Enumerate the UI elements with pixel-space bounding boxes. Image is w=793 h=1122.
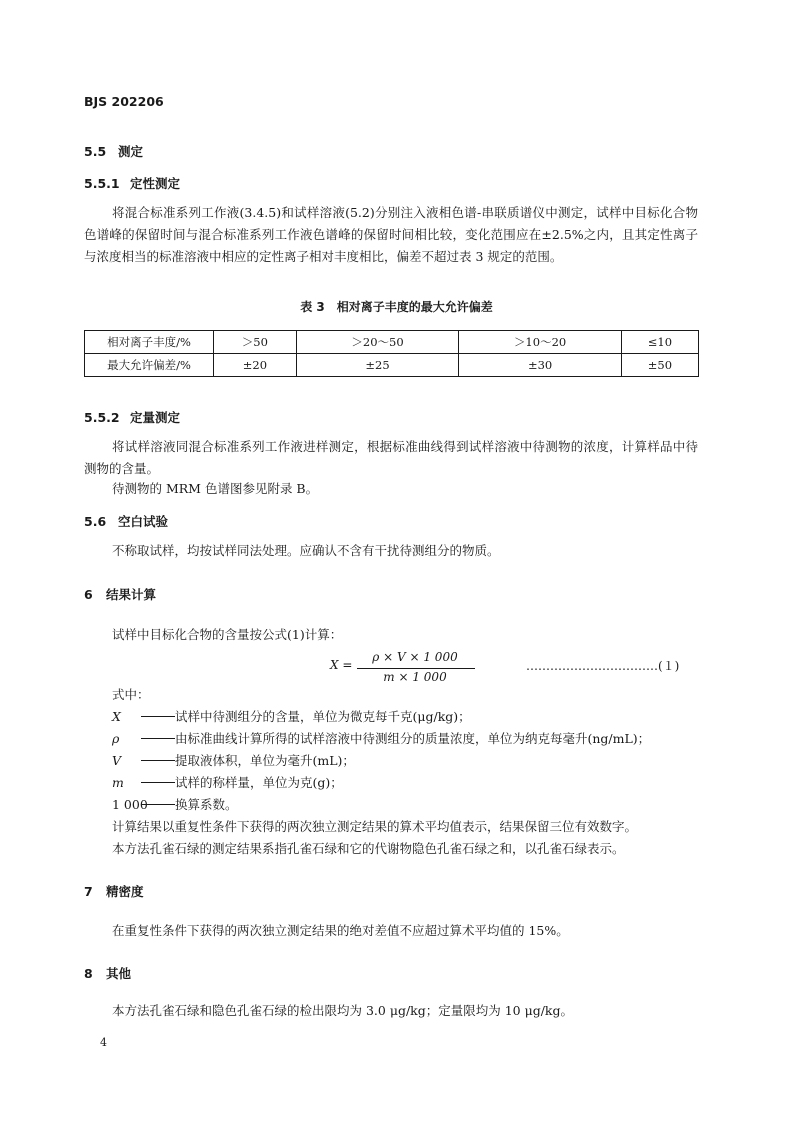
section-number: 5.5.2 [84,410,120,425]
qualitative-paragraph: 将混合标准系列工作液(3.4.5)和试样溶液(5.2)分别注入液相色谱-串联质谱仪中测定，试样中目标化合物色谱峰的保留时间与混合标准系列工作液色谱峰的保留时间相比较，变化范围应在±2.5%之内，且其定性离子与浓度相当的标准溶液中相应的定性离子相对丰度相比，偏差不超过表 3 规定的范围。 [84,205,698,264]
formula-denominator: m × 1 000 [383,670,447,684]
section-title: 结果计算 [106,587,157,602]
variable-description: 试样中待测组分的含量，单位为微克每千克(μg/kg)； [175,709,471,724]
result-note-2: 本方法孔雀石绿的测定结果系指孔雀石绿和它的代谢物隐色孔雀石绿之和，以孔雀石绿表示。 [112,841,625,856]
table-cell: ±30 [459,354,622,377]
variable-description: 由标准曲线计算所得的试样溶液中待测组分的质量浓度，单位为纳克每毫升(ng/mL)； [175,731,651,746]
variable-symbol: X [112,709,121,724]
section-number: 8 [84,966,93,981]
section-number: 6 [84,587,93,602]
variable-definition [112,772,343,794]
other-paragraph: 本方法孔雀石绿和隐色孔雀石绿的检出限均为 3.0 μg/kg；定量限均为 10 μg/kg。 [112,1003,574,1018]
section-5-6-heading [84,512,168,530]
section-number: 5.5 [84,144,107,159]
page-number: 4 [100,1036,107,1049]
formula-intro: 试样中目标化合物的含量按公式(1)计算： [112,627,343,642]
formula-number: ……………………………(１) [526,659,680,673]
section-title: 定量测定 [130,410,181,425]
table-cell: ±25 [296,354,459,377]
section-7-heading [84,882,144,900]
quantitative-paragraph: 将试样溶液同混合标准系列工作液进样测定，根据标准曲线得到试样溶液中待测物的浓度，计算样品中待测物的含量。 [84,439,698,476]
section-title: 其他 [106,966,132,981]
section-title: 测定 [118,144,144,159]
variable-symbol: V [112,753,122,768]
table-cell: ＞50 [214,331,297,354]
formula-numerator: ρ × V × 1 000 [372,650,458,664]
variable-symbol: 1 000 [112,797,148,812]
table-3-caption: 表 3 相对离子丰度的最大允许偏差 [300,300,493,314]
table-cell: ≤10 [621,331,698,354]
variable-symbol: m [112,775,124,790]
table-cell: 最大允许偏差/% [85,354,214,377]
where-label: 式中： [112,687,150,702]
variable-description: 试样的称样量，单位为克(g)； [175,775,343,790]
section-title: 空白试验 [118,514,169,529]
table-cell: 相对离子丰度/% [85,331,214,354]
section-number: 7 [84,884,93,899]
table-3 [84,330,699,377]
formula-lhs: X = [330,658,353,672]
table-row [85,331,699,354]
variable-definition [112,750,355,772]
section-title: 定性测定 [130,176,181,191]
dash [141,760,175,761]
section-number: 5.5.1 [84,176,120,191]
variable-definition [112,728,650,750]
section-8-heading [84,964,131,982]
section-5-5-1-heading [84,174,180,192]
section-5-5-2-heading [84,408,180,426]
dash [141,782,175,783]
section-5-5-heading [84,142,143,160]
blank-test-paragraph: 不称取试样，均按试样同法处理。应确认不含有干扰待测组分的物质。 [112,543,500,558]
mrm-reference: 待测物的 MRM 色谱图参见附录 B。 [112,481,319,496]
section-title: 精密度 [106,884,144,899]
dash [141,716,175,717]
dash [141,738,175,739]
table-cell: ＞10～20 [459,331,622,354]
precision-paragraph: 在重复性条件下获得的两次独立测定结果的绝对差值不应超过算术平均值的 15%。 [112,923,569,938]
table-cell: ＞20～50 [296,331,459,354]
table-row [85,354,699,377]
variable-definition [112,706,471,728]
result-note-1: 计算结果以重复性条件下获得的两次独立测定结果的算术平均值表示，结果保留三位有效数字。 [112,819,638,834]
section-6-heading [84,585,156,603]
dash [141,804,175,805]
variable-symbol: ρ [112,731,120,746]
variable-description: 提取液体积，单位为毫升(mL)； [175,753,355,768]
variable-description: 换算系数。 [175,797,238,812]
table-cell: ±20 [214,354,297,377]
table-cell: ±50 [621,354,698,377]
document-code: BJS 202206 [84,94,164,109]
section-number: 5.6 [84,514,107,529]
fraction-bar [357,668,475,669]
variable-definition [112,794,238,816]
